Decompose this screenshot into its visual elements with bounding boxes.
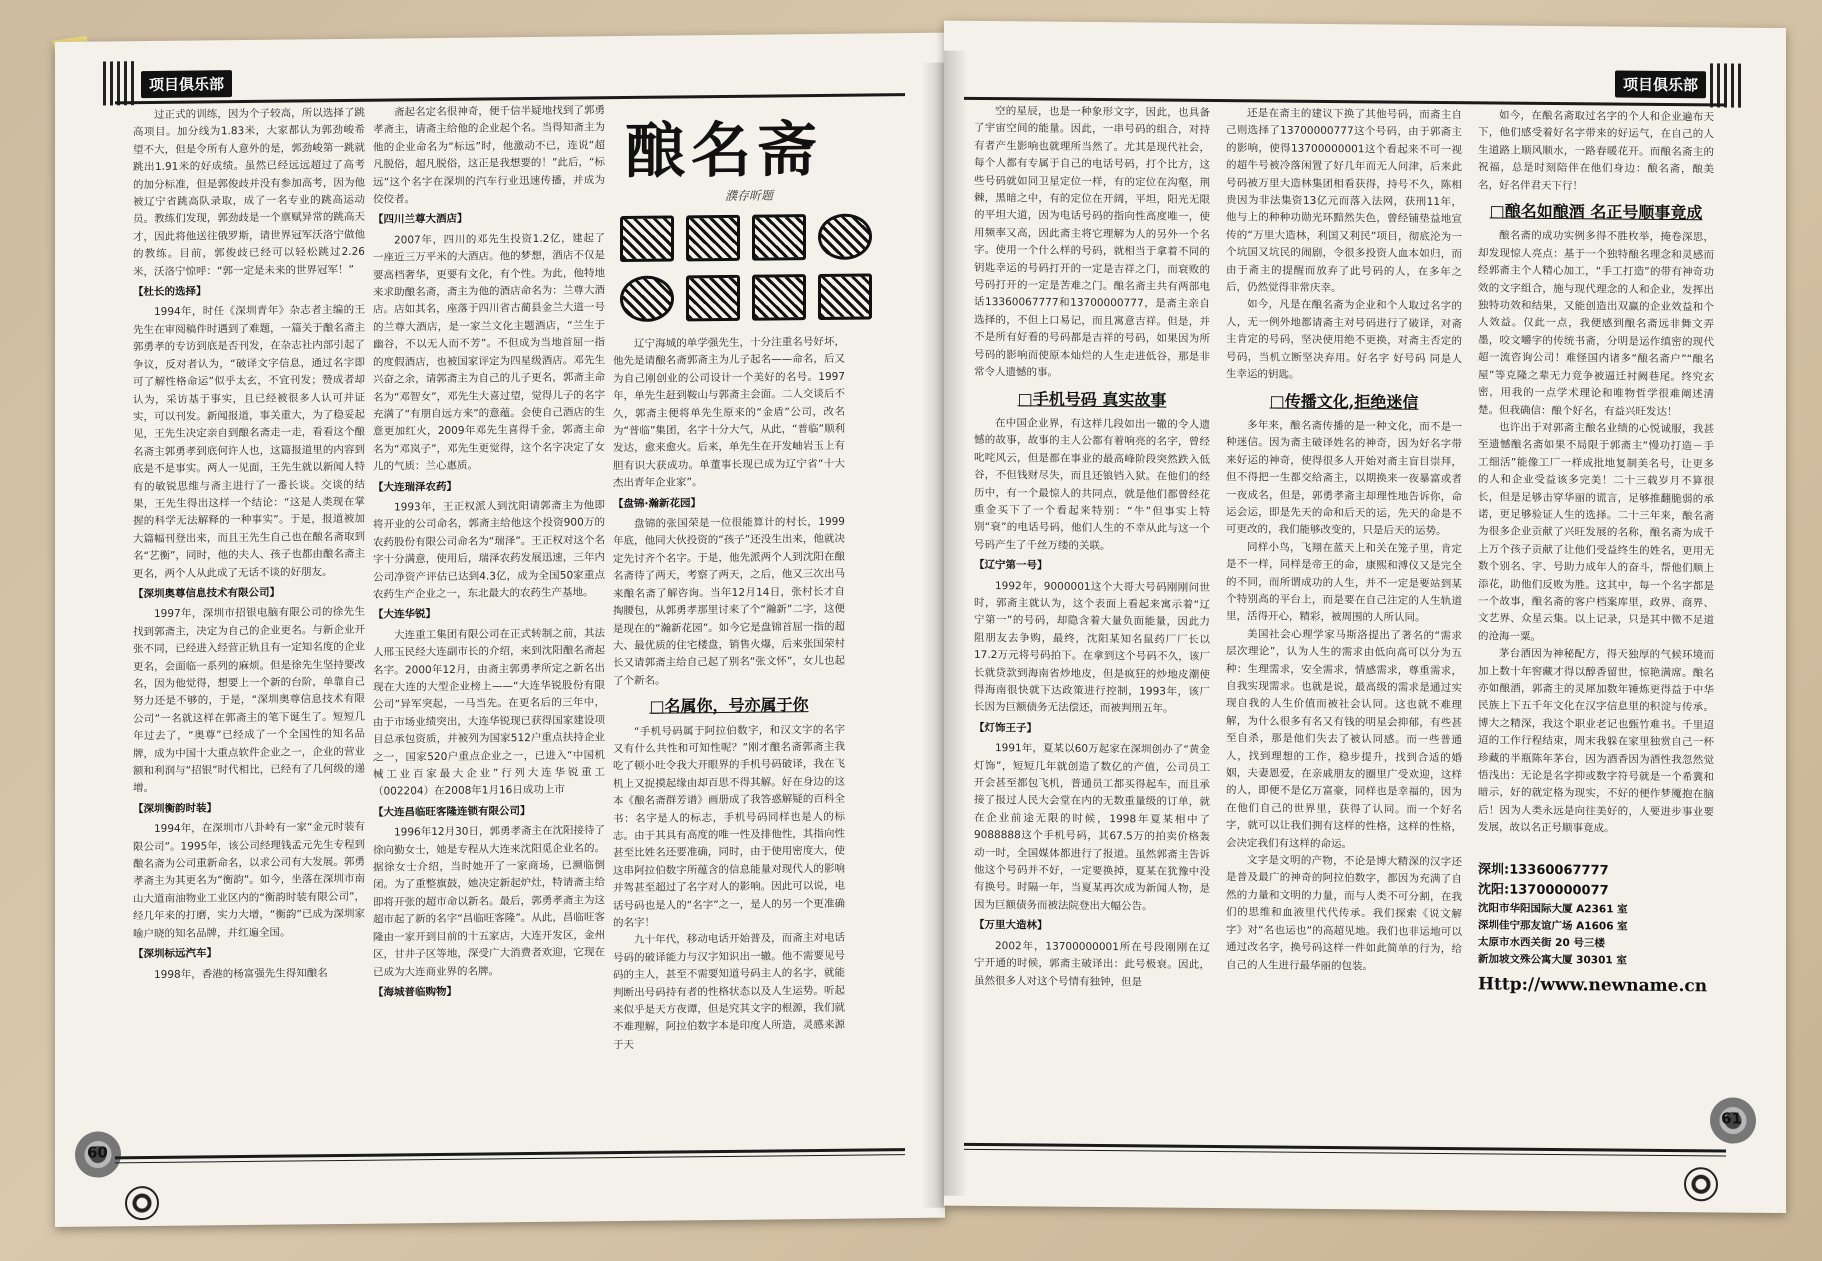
body-paragraph: 也许出于对郭斋主酿名业绩的心悦诚服，我甚至遗憾酿名斋如果不局限于郭斋主“慢功打造－手工细活”能像工厂一样成批地复制美名号，让更多的人和企业受益该多完美！二十三载岁月不算很长，但是足够击穿华丽的谎言，足够推翻脆弱的承诺，更足够验证人生的选择。二十三年来，酿名斋为很多企业贡献了兴旺发展的名称，酿名斋为成千上万个孩子贡献了让他们受益终生的姓名，更用无数个别名、字、号助力成年人的奋斗，帮他们顺上添花，助他们反败为胜。这其中，每一个名字都是一个故事，酿名斋的客户档案库里，政界、商界、文艺界、众星云集。以上记录，只是其中微不足道的沧海一粟。 xyxy=(1478,421,1714,643)
body-paragraph: 1993年，王正权派人到沈阳请郭斋主为他即将开业的公司命名，郭斋主给他这个投资900万的农药股份有限公司命名为“瑞泽”。王正权对这个名字十分满意，使用后，瑞泽农药发展迅速，三年内公司净资产评估已达到4.3亿，成为全国50家重点农药生产企业之一，东北最大的农药生产基地。 xyxy=(373,499,605,601)
right-column-3 xyxy=(1478,107,1714,851)
seal-stamp-icon xyxy=(686,275,740,322)
seal-stamp-icon xyxy=(818,273,872,320)
seal-stamp-icon xyxy=(620,216,674,263)
subsection-heading: 【深圳衡韵时装】 xyxy=(133,802,217,816)
seal-stamp-icon xyxy=(752,214,806,261)
website-url: Http://www.newname.cn xyxy=(1478,974,1708,997)
header-bars-decoration xyxy=(1710,63,1744,107)
header-tag: 项目俱乐部 xyxy=(141,70,232,98)
left-page xyxy=(55,33,945,1227)
address-line: 沈阳市华阳国际大厦 A2361 室 xyxy=(1478,902,1628,916)
body-paragraph: 酿名斋的成功实例多得不胜枚举，掩卷深思，却发现惊人亮点：基于一个独特酿名理念和灵感而经郭斋主个人精心加工，“手工打造”的带有神奇功效的文字组合，施与现代理念的人和企业，发挥出独特功效和结果，又能创造出双赢的企业效益和个人效益。仅此一点，我便感到酿名斋远非舞文弄墨，咬文嚼字的传统书斋，分明是运作缜密的现代超一流咨询公司！难怪国内诸多“酿名斋户”“酿名屋”等克隆之辈无力竞争被逼迁衬阙巷尾。终究玄密，用我的一点学术理论和唯物哲学很难阐述清楚。但我确信：酿个好名，有益兴旺发达！ xyxy=(1478,229,1714,418)
subsection-heading: 【灯饰王子】 xyxy=(974,721,1037,735)
body-paragraph: 如今，凡是在酿名斋为企业和个人取过名字的人，无一例外地都请斋主对号码进行了破译，对斋主肯定的号码，坚决使用绝不更换，对斋主否定的号码，当机立断坚决弃用。好名字 好号码 同是人生幸运的钥匙。 xyxy=(1226,298,1462,381)
body-paragraph: 如今，在酿名斋取过名字的个人和企业遍布天下，他们感受着好名字带来的好运气，在自己的人生道路上顺风顺水，一路春暖花开。而酿名斋主的祝福，总是时刻陪伴在他们身边：酿名斋，酿美名，好名伴君天下行！ xyxy=(1478,109,1714,192)
page-number: 61 xyxy=(1721,1109,1742,1128)
body-paragraph: 同样小鸟，飞翔在蓝天上和关在笼子里，肯定是不一样，同样是帝王的命，康熙和溥仪又是完全的不同，而所谓成功的人生，并不一定是要站到某个特别高的平台上，而是要在自己注定的人生轨道里，活得开心，精彩，被周围的人所认同。 xyxy=(1226,541,1462,625)
body-paragraph: 茅台酒因为神秘配方，得天独厚的气候环境而加上数十年窖藏才得以醇香留世，惊艳满席。酿名亦如酿酒，郭斋主的灵犀加数年锤炼更得益于中华民族上下五千年文化在汉字信息里的积淀与传承。博大之精深，我这个职业老记也甄竹难书。千里迢迢的工作行程结束，周末我躲在家里独赏自己一杯珍藏的半瓶陈年茅台，因为酒香因为酒性我忽然觉悟浅出：无论是名字抑或数字符号就是一个希冀和暗示，好的就定格为现实，不好的便作梦魇抱在脑后！因为人类永远是向往美好的，人要进步事业要发展，故以名正号顺事竟成。 xyxy=(1478,647,1714,835)
body-paragraph: 九十年代，移动电话开始普及，而斋主对电话号码的破译能力与汉字知识出一辙。他不需要见号码的主人，甚至不需要知道号码主人的名字，就能判断出号码持有者的性格状态以及人生运势。听起来似乎是天方夜谭，但是究其文字的根源，我们就不难理解，阿拉伯数字本是印度人所造，灵感来源于天 xyxy=(613,932,845,1052)
right-column-1 xyxy=(974,103,1210,1135)
body-paragraph: 1996年12月30日，郭勇孝斋主在沈阳接待了徐向勤女士，她是专程从大连来沈阳觅企业名的。据徐女士介绍，当时她开了一家商场，已濒临倒闭。为了重整旗鼓，她决定新起炉灶，特请斋主给即将开张的超市命以新名。最后，郭勇孝斋主为这超市起了新的名字“昌临旺客隆”。从此，昌临旺客隆由一家开到目前的十五家店，大连开发区，金州区，甘井子区等地，深受广大消费者欢迎，它现在已成为大连商业界的名牌。 xyxy=(373,824,605,979)
body-paragraph: 空的星辰，也是一种象形文字，因此，也具备了宇宙空间的能量。因此，一串号码的组合，对持有者产生影响也就理所当然了。尤其是现代社会，每个人都有专属于自己的电话号码，打个比方，这些号码就如同卫星定位一样，有的定位在沟壑，荆棘，黑暗之中，有的定位在开阔，平坦，阳光无限的平坦大道，因为电话号码的指向性高度唯一，使用频率又高，因此斋主将它理解为人的另外一个名字。使用一个什么样的号码，就相当于拿着不同的钥匙幸运的号码打开的一定是吉祥之门，而衰败的号码打开的一定是苦难之门。酿名斋主共有两部电话13360067777和13700000777，是斋主亲自选择的，不但上口易记，而且寓意吉祥。但是，并不是所有好看的号码都是吉祥的号码，如果因为所号码的影响而使原本灿烂的人生走进低谷，那是非常令人遗憾的事。 xyxy=(974,105,1210,379)
subsection-heading: 【深圳标远汽车】 xyxy=(133,947,217,961)
page-number: 60 xyxy=(87,1143,108,1162)
section-heading: □酿名如酿酒 名正号顺事竟成 xyxy=(1489,201,1703,223)
subsection-heading: 【大连昌临旺客隆连锁有限公司】 xyxy=(373,804,531,819)
body-paragraph: 还是在斋主的建议下换了其他号码，而斋主自己则选择了13700000777这个号码，由于郭斋主的影响，使得13700000001这个看起来不可一视的超牛号被冷落闲置了好几年而无人问津，后来此号码被万里大造林集团相看获得，持号不久，陈相贵因为非法集资13亿元而落入法网，获刑11年，他与上的种种功勋光环黯然失色，曾经铺垫益地宣传的“万里大造林，利国又利民”项目，彻底沦为一个坑国又坑民的闹剧，令很多投资人血本如归，而由于斋主的提醒而放弃了此号码的人，在多年之后，仍然觉得非常庆幸。 xyxy=(1226,107,1462,295)
subsection-heading: 【大连瑞泽农药】 xyxy=(373,480,457,494)
body-paragraph: 美国社会心理学家马斯洛提出了著名的“需求层次理论”，认为人生的需求由低向高可以分为五种：生理需求，安全需求，情感需求，尊重需求，自我实现需求。也就是说，最高级的需求是通过实现自我的人生价值而被社会认同。这也就不难理解，为什么很多有名又有钱的明星会抑郁，有些甚至自杀，那是他们失去了被认同感。而一些普通人，找到理想的工作，稳步提升，找到合适的婚姻，夫妻恩爱，在亲戚朋友的圈里广受欢迎，这样的人，即便不是亿万富豪，同样也是幸福的，因为在他们自己的世界里，获得了认同。而一个好名字，就可以让我们拥有这样的性格，这样的性格，会决定我们有这样的命运。 xyxy=(1226,628,1462,850)
right-page xyxy=(944,21,1786,1213)
body-paragraph: 1994年，在深圳市八卦岭有一家“金元时装有限公司”。1995年，该公司经理钱孟元先生专程到酿名斋为公司重新命名，以求公司有大发展。郭勇孝斋主为其更名为“衡韵”。如今，坐落在深圳市南山大道南油物业工业区内的“衡韵时装有限公司”，经几年来的打磨，实力大增，“衡韵”已成为深圳家喻户晓的知名品牌，并红遍全国。 xyxy=(133,821,365,940)
footer-emblem-icon xyxy=(1684,1167,1718,1201)
subsection-heading: 【万里大造林】 xyxy=(974,919,1048,932)
body-paragraph: 2007年，四川的邓先生投资1.2亿，建起了一座近三万平米的大酒店。他的梦想，酒店不仅是要高档奢华，更要有文化，有个性。为此，他特地来求助酿名斋，斋主为他的酒店命名为：兰尊大酒店。店如其名，座落于四川省古蔺县金兰大道一号的兰尊大酒店，是一家兰文化主题酒店，“兰生于幽谷，不以无人而不芳”。不但成为当地首屈一指的度假酒店，也被国家评定为四星级酒店。邓先生兴奋之余，请郭斋主为自己的儿子更名，郭斋主命名为“邓智女”，邓先生大喜过望，觉得儿子的名字充满了“有朋自远方来”的意蕴。会使自己酒店的生意更加红火，2009年邓先生喜得千金，郭斋主命名为“邓岚子”，邓先生更觉得，这个名字决定了女儿的气质：兰心惠质。 xyxy=(373,232,605,473)
body-paragraph: 斋起名定名很神奇，便千信半疑地找到了郭勇孝斋主，请斋主给他的企业起个名。当得知斋主为他的企业命名为“标远”时，他激动不已，连说“超凡脱俗，超凡脱俗，这正是我想要的！”此后，“标远”这个名字在深圳的汽车行业迅速传播，并成为佼佼者。 xyxy=(373,104,605,206)
phone-shenyang: 沈阳:13700000077 xyxy=(1478,882,1609,899)
address-line: 太原市水西关街 20 号三楼 xyxy=(1478,936,1605,950)
left-column-1 xyxy=(133,105,365,1137)
subsection-heading: 【四川兰尊大酒店】 xyxy=(373,213,468,227)
body-paragraph: 过正式的训练，因为个子较高，所以选择了跳高项目。加分线为1.83米，大家都认为郭劲峻希望不大，但是令所有人意外的是，郭劲峻第一跳就跳出1.91米的好成绩。虽然已经远远超过了高考的加分标准，但是郭俊歧并没有参加高考，因为他被辽宁省跳高队录取，成了一名专业的跳高运动员。教练们发现，郭劲歧是一个禀赋异常的跳高天才，因此将他送往俄罗斯，请世界冠军沃洛宁做他的教练。目前，郭俊歧已经可以轻松跳过2.26米，沃洛宁惊呼：“郭一定是未来的世界冠军！” xyxy=(133,106,365,278)
left-column-2 xyxy=(373,102,605,1134)
header-bars-decoration xyxy=(103,61,137,105)
section-heading: □名属你，号亦属于你 xyxy=(649,695,809,716)
subsection-heading: 【杜长的选择】 xyxy=(133,285,207,299)
body-paragraph: 1997年，深圳市招银电脑有限公司的徐先生找到郭斋主，决定为自己的企业更名。与新企业开张不同，已经进入经营正轨且有一定知名度的企业更名，会面临一系列的麻烦。但是徐先生坚持要改名，因为他觉得，想要上一个新的台阶，单靠自己努力还是不够的，于是，“深圳奥尊信息技术有限公司”一名就这样在郭斋主的笔下诞生了。短短几年过去了，“奥尊”已经成了一个全国性的知名品牌，成为中国十大重点软件企业之一，企业的营业额和利润与“招银”时代相比，已经有了几何级的递增。 xyxy=(133,606,365,795)
body-paragraph: 辽宁海城的单学强先生，十分注重名号好坏，他先是请酿名斋郭斋主为儿子起名——命名，后又为自己刚创业的公司设计一个美好的名号。1997年，单先生赶到鞍山与郭斋主会面。二人交谈后不久，郭斋主便将单先生原来的“金盾”公司，改名为“普临”集团，名字十分大气，从此，“普临”顺利发达，愈来愈火。后来，单先生在开发岫岩玉上有胆有识大获成功。单董事长现已成为辽宁省“十大杰出青年企业家”。 xyxy=(613,335,845,490)
subsection-heading: 【大连华锐】 xyxy=(373,608,436,622)
section-heading: □传播文化,拒绝迷信 xyxy=(1269,390,1419,412)
body-paragraph: 文字是文明的产物，不论是博大精深的汉字还是普及最广的神奇的阿拉伯数字，都因为充满了自然的力量和文明的力量，而与人类不可分割，在我们的思维和血液里代代传承。我们探索《说文解字》对“名也运也”的高超见地。我们也非运地可以通过改名字，换号码这样一件如此简单的行为，给自己的人生进行最华丽的包装。 xyxy=(1226,854,1462,972)
body-paragraph: 1992年，9000001这个大哥大号码刚刚问世时，郭斋主就认为，这个表面上看起来寓示着“辽宁第一”的号码，却隐含着大量负面能量，因此力阻朋友去争购，最终，沈阳某知名鼠药厂厂长以17.2万元将号码拍下。在拿到这个号码不久，该厂长就贷款到海南省炒地皮，但是疯狂的炒地皮潮使得海南很快就下达政策进行控制，1993年，该厂长因为巨额债务无法偿还，而被判刑五年。 xyxy=(974,579,1210,716)
subsection-heading: 【盘锦·瀚新花园】 xyxy=(613,496,701,510)
contact-info xyxy=(1478,860,1718,996)
title-signature: 濮存昕题 xyxy=(725,188,774,203)
left-column-3 xyxy=(613,334,845,1132)
seal-stamp-icon xyxy=(686,215,740,262)
body-paragraph: 在中国企业界，有这样几段如出一辙的令人遗憾的故事，故事的主人公都有着响亮的名字，曾经叱咤风云，但是都在事业的最高峰阶段突然跌入低谷，不但钱财尽失，而且还锒铛入狱。在他们的经历中，有一个最惊人的共同点，就是他们都曾经花重金买下了一个看起来特别：“牛”但事实上特别“衰”的电话号码，他们人生的不幸从此与这一个号码产生了千丝万缕的关联。 xyxy=(974,417,1210,552)
seal-stamp-icon xyxy=(752,274,806,321)
right-column-2 xyxy=(1226,105,1462,1137)
subsection-heading: 【深圳奥尊信息技术有限公司】 xyxy=(133,586,280,601)
body-paragraph: 1998年，香港的杨富强先生得知酿名 xyxy=(154,966,328,981)
seal-stamp-icon xyxy=(818,213,872,260)
section-heading: □手机号码 真实故事 xyxy=(1017,388,1167,410)
phone-shenzhen: 深圳:13360067777 xyxy=(1478,862,1609,879)
body-paragraph: 1994年，时任《深圳青年》杂志者主编的王先生在审阅稿件时遇到了难题，一篇关于酿名斋主郭勇孝的专访到底是否刊发，在杂志社内部引起了争议，反对者认为，“破译文字信息，通过名字即可了解性格命运”似乎太玄，不宜刊发；赞成者却认为，采访基于事实，且已经被很多人认可并证实，可以刊发。新闻报道，事关重大，为了稳妥起见，王先生决定亲自到酿名斋走一走，看看这个酿名斋主郭勇孝到底何许人也，这篇报道里的内容到底是不是事实。两人一见面，王先生就以新闻人特有的敏锐思维与斋主进行了一番长谈。交谈的结果，王先生得出这样一个结论：“这是人类现在掌握的科学无法解释的一种事实”。于是，报道被加大篇幅刊登出来，而且王先生自己也在酿名斋取到名“艺衡”，同时，他的夫人、孩子也都由酿名斋主更名，两个人从此成了无话不谈的好朋友。 xyxy=(133,304,365,580)
seal-stamps xyxy=(620,214,866,323)
body-paragraph: 大连重工集团有限公司在正式转制之前，其法人邢玉民经大连副市长的介绍，来到沈阳酿名斋起名字。2000年12月，由斋主郭勇孝所定之新名出现在大连的大型企业榜上——“大连华锐股份有限公司”异军突起，一马当先。在更名后的三年中，由于市场业绩突出，大连华锐现已获得国家建设项目总承包资质，并被列为国家512户重点扶持企业之一，国家520户重点企业之一，已进入“中国机械工业百家最大企业”行列大连华锐重工（002204）在2008年1月16日成功上市 xyxy=(373,627,605,799)
body-paragraph: 2002年，13700000001所在号段刚刚在辽宁开通的时候，郭斋主破译出：此号极衰。因此，虽然很多人对这个号情有独钟，但是 xyxy=(974,939,1210,988)
seal-stamp-icon xyxy=(620,276,674,323)
subsection-heading: 【海城普临购物】 xyxy=(373,985,457,999)
address-line: 深圳佳宁那友谊广场 A1606 室 xyxy=(1478,919,1628,933)
address-line: 新加坡文殊公寓大厦 30301 室 xyxy=(1478,953,1627,967)
body-paragraph: 1991年，夏某以60万起家在深圳创办了“黄金灯饰”，短短几年就创造了数亿的产值，公司员工开会甚至都包飞机，普通员工都买得起车，而且承接了报过人民大会堂在内的无数重量级的订单，就在企业前途无限的时候，1998年夏某相中了9088888这个手机号码，其67.5万的拍卖价格轰动一时，全国媒体都进行了报道。虽然郭斋主告诉他这个号码并不好，一定要换掉，夏某在犹豫中没有换号。时隔一年，当夏某再次成为新闻人物，是因为巨额债务而被法院登出大幅公告。 xyxy=(974,742,1210,913)
header-tag: 项目俱乐部 xyxy=(1615,71,1706,99)
body-paragraph: “手机号码属于阿拉伯数字，和汉文字的名字又有什么共性和可知性呢？”刚才酿名斋郭斋主我吃了顿小吐令我大开眼界的手机号码破译，我在飞机上又捉摸起缘由却百思不得其解。好在身边的这本《酿名斋群芳谱》画册成了我答惑解疑的百科全书：名字是人的标志，手机号码同样也是人的标志。由于其具有高度的唯一性及排他性，其指向性甚至比姓名还要准确，同时，由于使用密度大，使这串阿拉伯数字所蕴含的信息能量对现代人的影响并驾甚至超过了名字对人的影响。因此可以说，电话号码也是人的“名字”之一，是人的另一个更准确的名字！ xyxy=(613,723,845,930)
body-paragraph: 多年来，酿名斋传播的是一种文化，而不是一种迷信。因为斋主破译姓名的神奇，因为好名字带来好运的神奇，使得很多人开始对斋主盲目崇拜，但不得把一生都交给斋主，以期换来一夜暴富或者一夜成名，但是，郭勇孝斋主却理性地告诉你，命运会运，即是先天的命和后天的运，先天的命是不可更改的，我们能够改变的，只是后天的运势。 xyxy=(1226,419,1462,538)
article-title: 酿名斋 xyxy=(625,114,823,188)
subsection-heading: 【辽宁第一号】 xyxy=(974,559,1048,572)
footer-emblem-icon xyxy=(125,1186,159,1220)
body-paragraph: 盘锦的张国荣是一位很能算计的村长，1999年底，他同大伙投资的“孩子”还没生出来，他就决定先讨齐个名字。于是，他先派两个人到沈阳在酿名斋待了两天，考察了两天，之后，他又三次出马来酿名斋了解咨询。当年12月14日，张村长才自掏腰包，从郭勇孝那里讨来了个“瀚新”二字，这便是现在的“瀚新花园”。如今它是盘锦首屈一指的超大、最优质的住宅楼盘，销售火爆，后来张国荣村长又请郭斋主给自己起了别名“张文怀”，女儿也起了个新名。 xyxy=(613,515,845,687)
